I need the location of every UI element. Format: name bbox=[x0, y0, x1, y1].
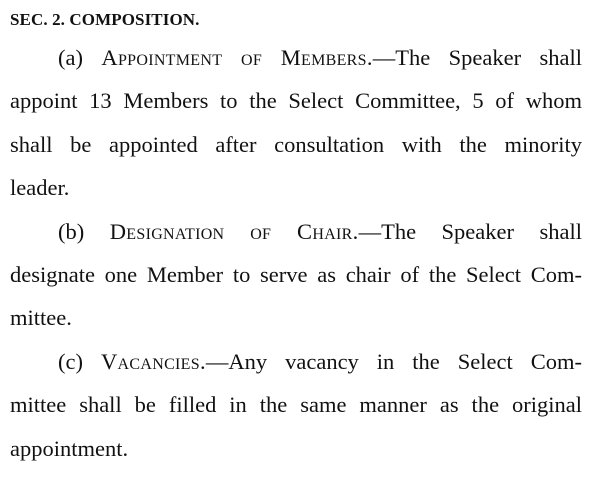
paragraph-c bbox=[10, 340, 582, 470]
paragraph-a-line-2: appoint 13 Members to the Select Committee, 5 of whom bbox=[10, 88, 582, 114]
paragraph-c-enum: (c) bbox=[58, 348, 83, 374]
paragraph-a bbox=[10, 36, 582, 210]
paragraph-c-line-1 bbox=[10, 340, 582, 383]
paragraph-a-enum: (a) bbox=[58, 45, 83, 70]
paragraph-b-title: Designation of Chair. bbox=[109, 218, 359, 244]
paragraph-a-line-1 bbox=[10, 36, 582, 79]
paragraph-b bbox=[10, 210, 582, 340]
paragraph-c-line-3: appointment. bbox=[10, 435, 129, 461]
paragraph-b-dash: — bbox=[358, 218, 382, 244]
paragraph-b-line-1 bbox=[10, 210, 582, 253]
paragraph-a-line-4: leader. bbox=[10, 175, 70, 201]
paragraph-b-text-1: The Speaker shall bbox=[381, 218, 582, 244]
paragraph-b-line-2: designate one Member to serve as chair of the Select Com- bbox=[10, 262, 582, 288]
paragraph-a-dash: — bbox=[372, 45, 396, 70]
document-page bbox=[10, 8, 582, 470]
paragraph-c-text-1: Any vacancy in the Select Com- bbox=[228, 348, 582, 374]
paragraph-a-line-3: shall be appointed after consultation with the minority bbox=[10, 131, 582, 157]
paragraph-b-enum: (b) bbox=[58, 218, 85, 244]
paragraph-a-title: Appointment of Members. bbox=[101, 45, 373, 70]
paragraph-c-dash: — bbox=[205, 348, 229, 374]
paragraph-c-line-2: mittee shall be filled in the same manner as the original bbox=[10, 392, 582, 418]
paragraph-a-text-1: The Speaker shall bbox=[395, 45, 582, 70]
paragraph-c-title: Vacancies. bbox=[100, 348, 206, 374]
section-heading: SEC. 2. COMPOSITION. bbox=[10, 10, 200, 29]
paragraph-b-line-3: mittee. bbox=[10, 305, 72, 331]
